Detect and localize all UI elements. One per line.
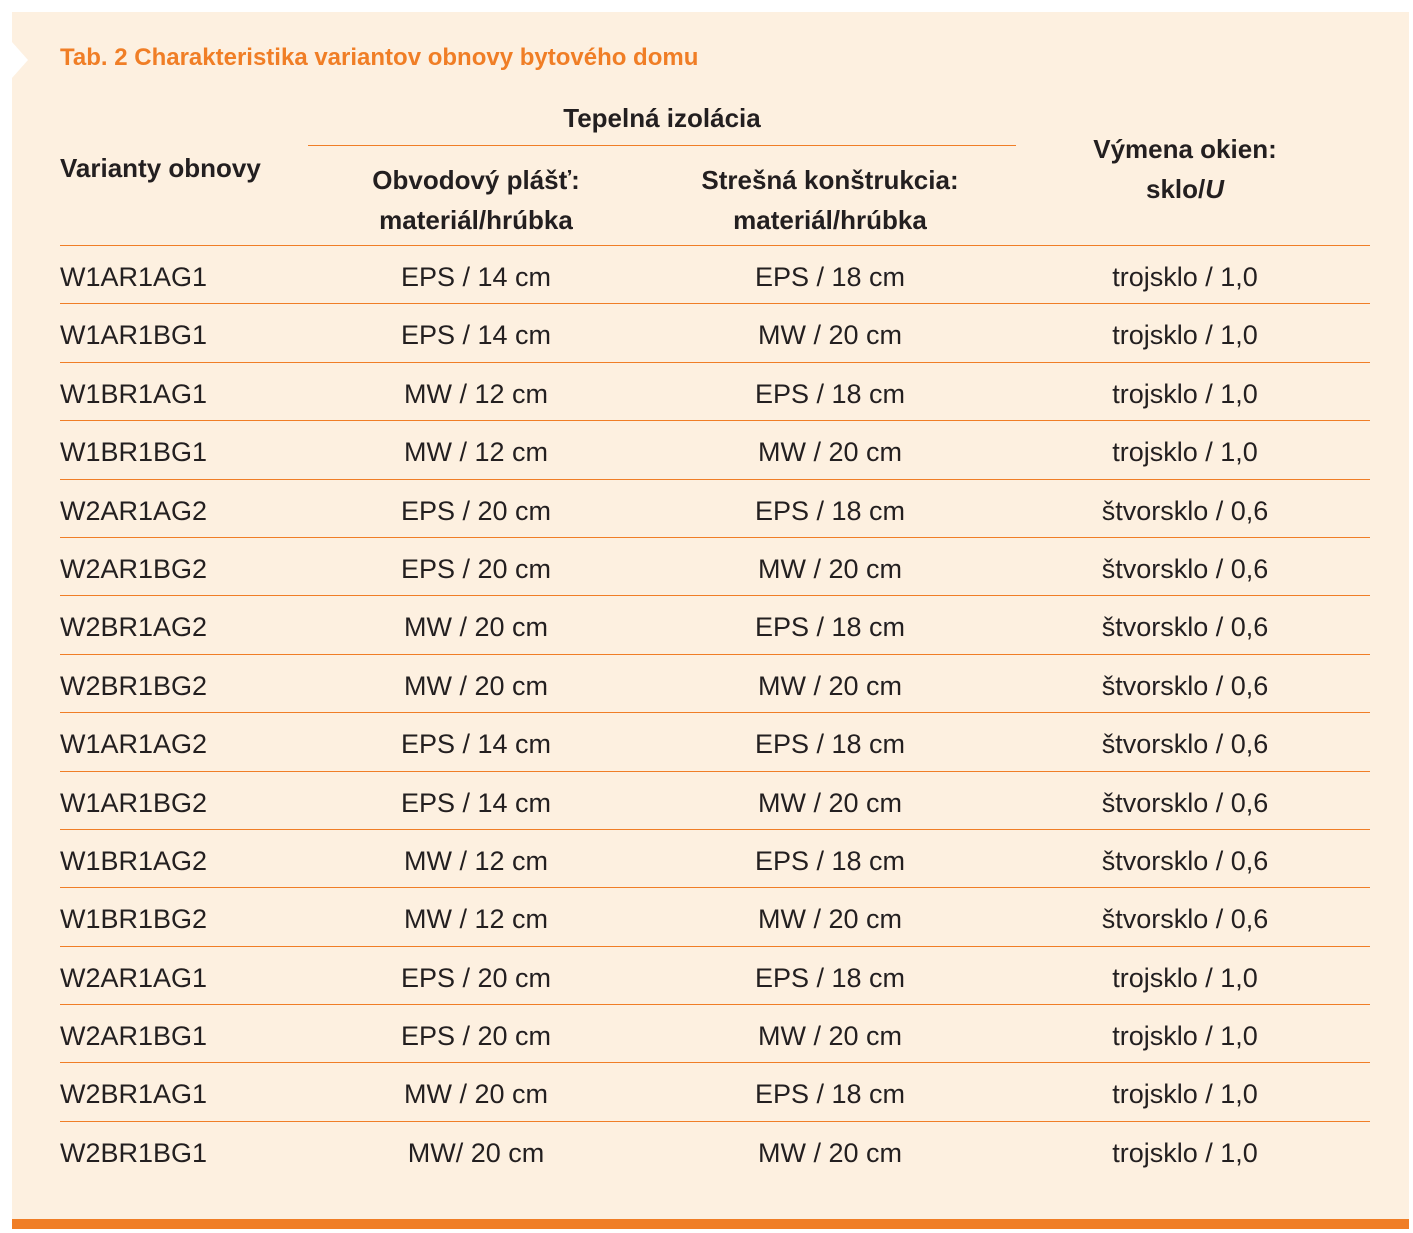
windows-cell: štvorsklo / 0,6: [1101, 612, 1269, 643]
variant-cell: W2AR1AG1: [60, 962, 208, 993]
header-roof: [652, 160, 1008, 240]
wall-cell: EPS / 20 cm: [400, 962, 552, 993]
variant-cell: W2BR1BG1: [60, 1137, 208, 1168]
variant-cell: W1BR1AG2: [60, 845, 208, 876]
variant-cell: W1BR1BG2: [60, 904, 208, 935]
roof-cell: MW / 20 cm: [757, 904, 902, 935]
windows-cell: trojsklo / 1,0: [1112, 262, 1258, 292]
windows-cell: štvorsklo / 0,6: [1101, 670, 1269, 701]
variant-cell: W1AR1AG1: [60, 262, 208, 292]
table-row: [60, 362, 1370, 420]
wall-cell: MW/ 20 cm: [407, 1137, 545, 1168]
header-windows-u-value: U: [1205, 174, 1225, 204]
header-wall: [308, 160, 644, 240]
roof-cell: MW / 20 cm: [757, 670, 902, 701]
table-row: [60, 946, 1370, 1004]
panel-notch: [12, 42, 28, 78]
table-row: [60, 537, 1370, 595]
header-wall-line2: materiál/hrúbka: [379, 205, 573, 235]
wall-cell: MW / 20 cm: [403, 1079, 548, 1110]
roof-cell: EPS / 18 cm: [754, 845, 906, 876]
header-windows-line2: [1020, 169, 1350, 209]
roof-cell: EPS / 18 cm: [754, 962, 906, 993]
wall-cell: EPS / 14 cm: [400, 729, 552, 760]
windows-cell: trojsklo / 1,0: [1112, 320, 1258, 351]
roof-cell: MW / 20 cm: [757, 787, 902, 818]
windows-cell: trojsklo / 1,0: [1112, 1079, 1258, 1110]
table-row: [60, 303, 1370, 361]
table-row: [60, 654, 1370, 712]
wall-cell: MW / 20 cm: [403, 612, 548, 643]
wall-cell: EPS / 20 cm: [400, 1021, 552, 1052]
wall-cell: MW / 20 cm: [403, 670, 548, 701]
table-row: [60, 771, 1370, 829]
variant-cell: W2BR1AG1: [60, 1079, 208, 1110]
variant-cell: W1AR1AG2: [60, 729, 208, 760]
variant-cell: W1BR1BG1: [60, 437, 208, 468]
variant-cell: W2AR1BG2: [60, 553, 208, 584]
wall-cell: EPS / 14 cm: [400, 787, 552, 818]
roof-cell: MW / 20 cm: [757, 1137, 902, 1168]
table-row: [60, 829, 1370, 887]
windows-cell: trojsklo / 1,0: [1112, 1021, 1258, 1052]
roof-cell: EPS / 18 cm: [754, 1079, 906, 1110]
table-body: [60, 245, 1370, 1179]
variant-cell: W2AR1BG1: [60, 1021, 208, 1052]
windows-cell: trojsklo / 1,0: [1112, 437, 1258, 468]
table-row: [60, 420, 1370, 478]
windows-cell: štvorsklo / 0,6: [1101, 904, 1269, 935]
header-windows-glass: sklo/: [1145, 174, 1206, 204]
header-group-divider: [308, 145, 1016, 146]
variant-cell: W2BR1BG2: [60, 670, 208, 701]
windows-cell: štvorsklo / 0,6: [1101, 729, 1269, 760]
table-row: [60, 595, 1370, 653]
wall-cell: EPS / 20 cm: [400, 495, 552, 526]
header-thermal-insulation: Tepelná izolácia: [563, 103, 761, 133]
header-windows: [1020, 129, 1350, 209]
table-row: [60, 1062, 1370, 1120]
roof-cell: EPS / 18 cm: [754, 495, 906, 526]
header-variants: Varianty obnovy: [60, 153, 261, 183]
roof-cell: EPS / 18 cm: [754, 612, 906, 643]
header-roof-line1: Strešná konštrukcia:: [701, 165, 959, 195]
roof-cell: MW / 20 cm: [757, 553, 902, 584]
roof-cell: EPS / 18 cm: [754, 262, 906, 292]
table-row: [60, 1004, 1370, 1062]
table-row: [60, 712, 1370, 770]
roof-cell: MW / 20 cm: [757, 1021, 902, 1052]
windows-cell: trojsklo / 1,0: [1112, 378, 1258, 409]
variant-cell: W1AR1BG1: [60, 320, 208, 351]
roof-cell: EPS / 18 cm: [754, 729, 906, 760]
bottom-rule: [12, 1219, 1409, 1229]
header-roof-line2: materiál/hrúbka: [733, 205, 927, 235]
header-wall-line1: Obvodový plášť:: [372, 165, 580, 195]
table-row: [60, 479, 1370, 537]
table-row: [60, 1121, 1370, 1179]
wall-cell: MW / 12 cm: [403, 845, 548, 876]
roof-cell: MW / 20 cm: [757, 437, 902, 468]
variant-cell: W1BR1AG1: [60, 378, 208, 409]
wall-cell: MW / 12 cm: [403, 378, 548, 409]
table-row: [60, 887, 1370, 945]
windows-cell: štvorsklo / 0,6: [1101, 553, 1269, 584]
variant-cell: W1AR1BG2: [60, 787, 208, 818]
table-title: Tab. 2 Charakteristika variantov obnovy bytového domu: [60, 44, 699, 71]
wall-cell: EPS / 14 cm: [400, 262, 552, 292]
roof-cell: EPS / 18 cm: [754, 378, 906, 409]
variant-cell: W2AR1AG2: [60, 495, 208, 526]
windows-cell: trojsklo / 1,0: [1112, 962, 1258, 993]
wall-cell: EPS / 14 cm: [400, 320, 552, 351]
wall-cell: EPS / 20 cm: [400, 553, 552, 584]
wall-cell: MW / 12 cm: [403, 904, 548, 935]
windows-cell: štvorsklo / 0,6: [1101, 787, 1269, 818]
windows-cell: štvorsklo / 0,6: [1101, 495, 1269, 526]
windows-cell: trojsklo / 1,0: [1112, 1137, 1258, 1168]
variant-cell: W2BR1AG2: [60, 612, 208, 643]
windows-cell: štvorsklo / 0,6: [1101, 845, 1269, 876]
roof-cell: MW / 20 cm: [757, 320, 902, 351]
header-windows-line1: Výmena okien:: [1093, 134, 1277, 164]
wall-cell: MW / 12 cm: [403, 437, 548, 468]
table-row: [60, 245, 1370, 303]
